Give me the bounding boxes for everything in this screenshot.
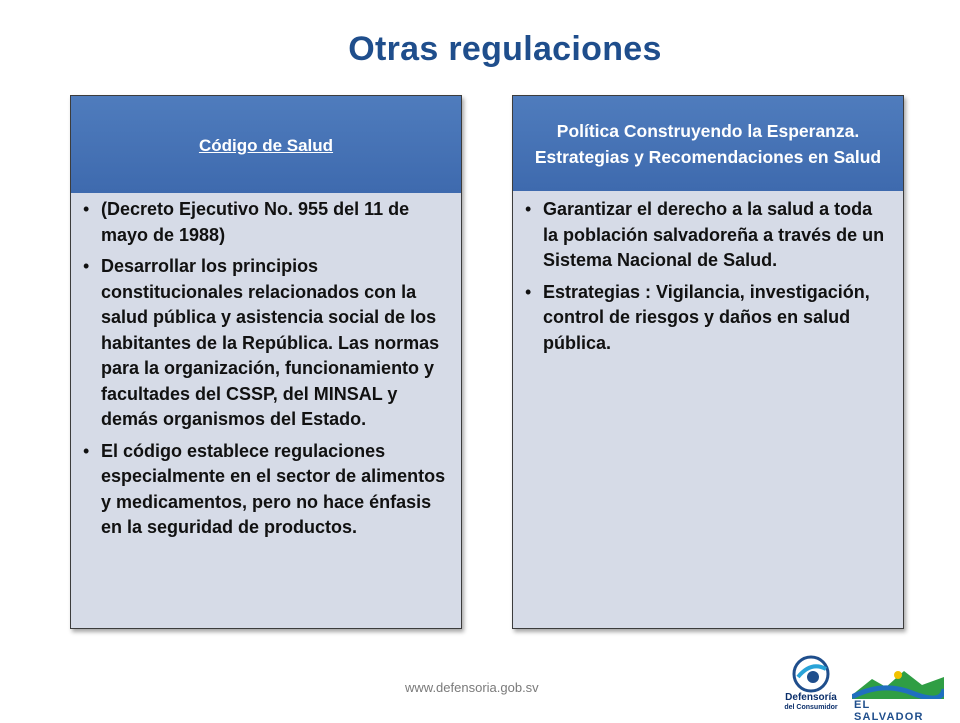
codigo-de-salud-card	[70, 95, 462, 629]
list-item	[525, 280, 889, 357]
defensoria-emblem-icon	[776, 655, 846, 693]
bullet-icon: •	[83, 199, 90, 219]
card-header: Código de Salud	[71, 96, 461, 193]
list-item-text: Desarrollar los principios constitucionales relacionados con la salud pública y asistencia social de los habitantes de la República. Las normas para la organización, funcionamiento y facultades del CSSP, del MINSAL y demás organismos del Estado.	[101, 256, 440, 429]
bullet-list	[525, 197, 889, 356]
defensoria-logo-text	[776, 693, 846, 713]
bullet-icon: •	[525, 281, 532, 302]
bullet-icon: •	[83, 440, 90, 461]
slide-title: Otras regulaciones	[348, 30, 662, 68]
el-salvador-name: EL SALVADOR	[854, 699, 924, 723]
el-salvador-logo	[852, 665, 944, 723]
defensoria-subtitle: del Consumidor	[784, 704, 838, 711]
politica-card	[512, 95, 904, 629]
list-item	[525, 197, 889, 274]
el-salvador-landscape-icon	[852, 665, 944, 699]
list-item	[83, 254, 447, 433]
defensoria-name: Defensoría	[785, 692, 837, 703]
list-item	[83, 197, 447, 248]
list-item-text: (Decreto Ejecutivo No. 955 del 11 de mayo de 1988)	[101, 199, 410, 245]
bullet-list	[83, 197, 447, 541]
footer-url: www.defensoria.gob.sv	[405, 680, 539, 695]
card-header: Política Construyendo la Esperanza. Estrategias y Recomendaciones en Salud	[513, 96, 903, 191]
bullet-icon: •	[83, 256, 90, 276]
card-body	[71, 193, 461, 541]
card-body	[513, 191, 903, 356]
defensoria-logo	[776, 655, 846, 715]
list-item-text: El código establece regulaciones especialmente en el sector de alimentos y medicamentos, pero no hace énfasis en la seguridad de productos.	[101, 440, 446, 537]
list-item-text: Estrategias : Vigilancia, investigación, control de riesgos y daños en salud pública.	[543, 281, 870, 353]
list-item-text: Garantizar el derecho a la salud a toda la población salvadoreña a través de un Sistema Nacional de Salud.	[543, 199, 885, 270]
list-item	[83, 439, 447, 541]
bullet-icon: •	[525, 199, 532, 219]
